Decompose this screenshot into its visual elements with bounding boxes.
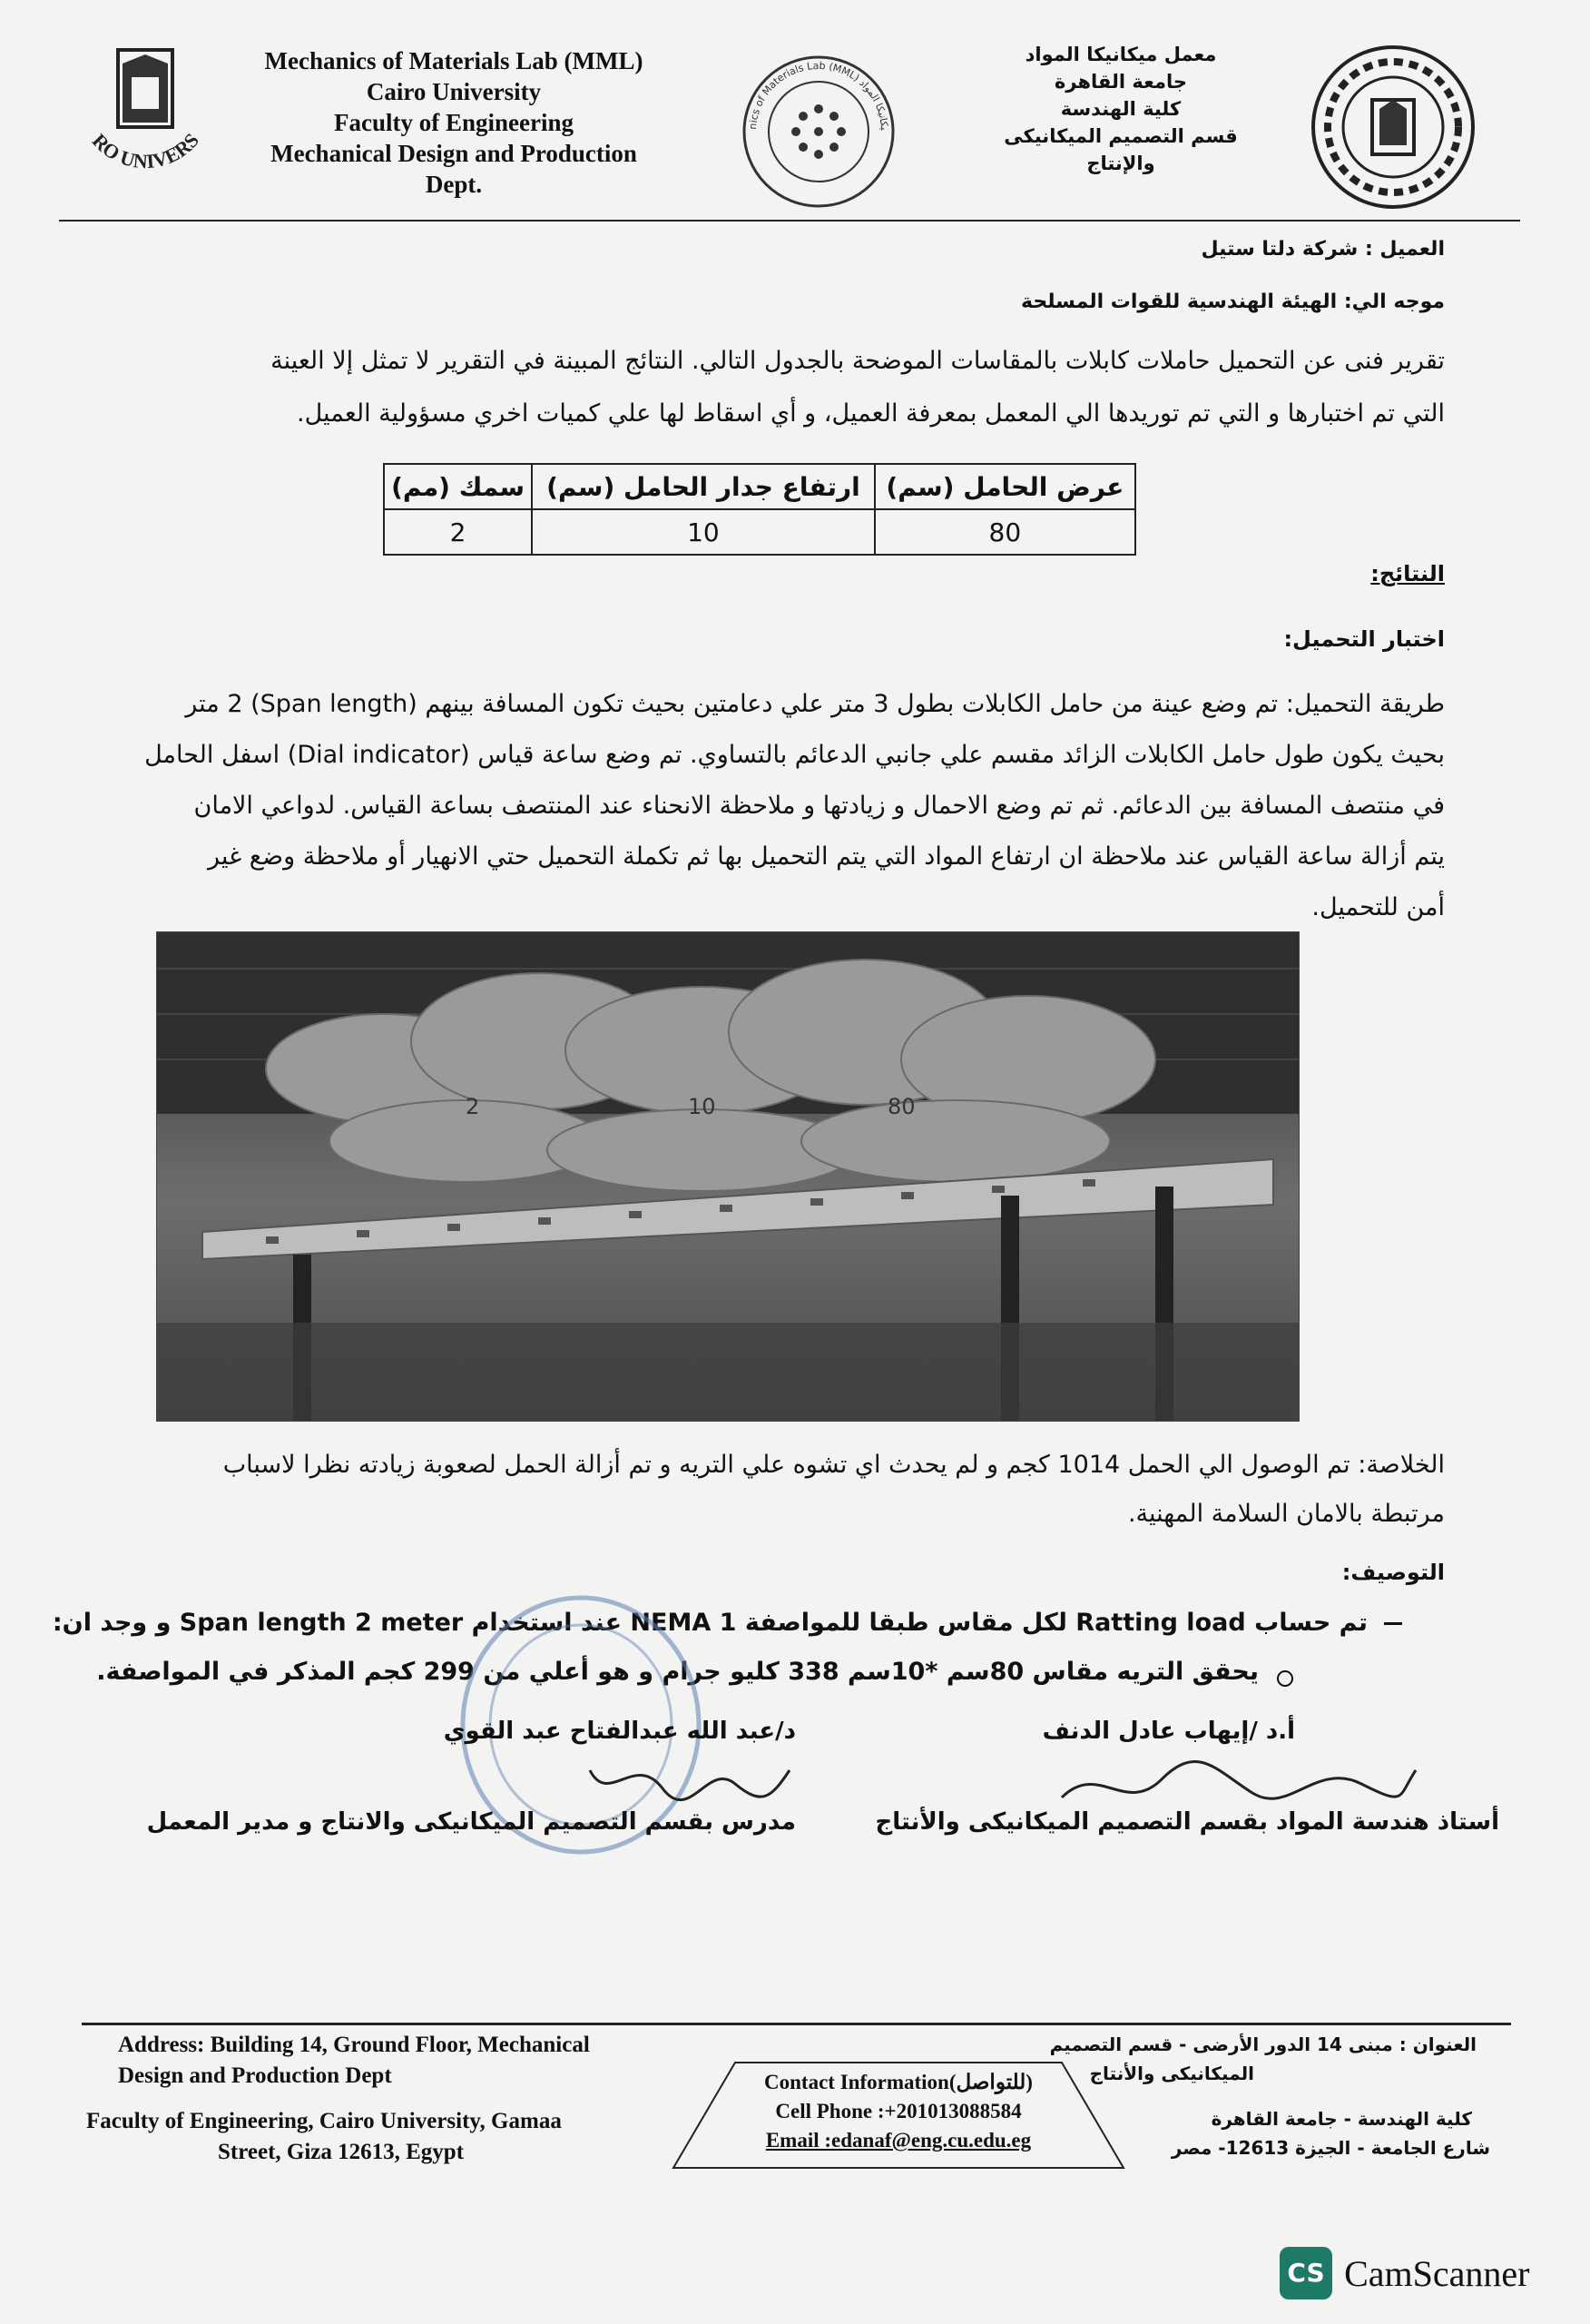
header-ar-line: كلية الهندسة bbox=[1060, 98, 1182, 120]
contact-email[interactable]: Email :edanaf@eng.cu.edu.eg bbox=[765, 2129, 1032, 2152]
photo-label: 10 bbox=[688, 1094, 716, 1119]
footer-address-line: Faculty of Engineering, Cairo University, Gamaa bbox=[86, 2109, 562, 2133]
table-header-cell: ارتفاع جدار الحامل (سم) bbox=[532, 464, 875, 509]
header-en-line: Mechanical Design and Production bbox=[270, 140, 637, 167]
footer-ar-line: شارع الجامعة - الجيزة 12613- مصر bbox=[1171, 2137, 1490, 2159]
header-ar-line: قسم التصميم الميكانيكى bbox=[1004, 125, 1238, 147]
signature-left bbox=[581, 1734, 799, 1816]
header-en-line: Mechanics of Materials Lab (MML) bbox=[264, 47, 643, 74]
table-cell: 2 bbox=[384, 509, 532, 555]
header-en-line: Cairo University bbox=[366, 78, 542, 105]
footer-address-line: Address: Building 14, Ground Floor, Mechanical bbox=[118, 2033, 590, 2057]
footer-ar-line: العنوان : مبنى 14 الدور الأرضى - قسم التصميم bbox=[1049, 2034, 1477, 2055]
signature-title-right: أستاذ هندسة المواد بقسم التصميم الميكانيكى والأنتاج bbox=[875, 1808, 1499, 1836]
header-ar-line: جامعة القاهرة bbox=[1054, 71, 1188, 93]
lab-seal bbox=[740, 53, 898, 212]
photo-label: 80 bbox=[888, 1094, 916, 1119]
addressed-to-line: موجه الي: الهيئة الهندسية للقوات المسلحة bbox=[1021, 290, 1445, 313]
intro-line: التي تم اختبارها و التي تم توريدها الي المعمل بمعرفة العميل، و أي اسقاط لها علي كميات اخري مسؤولية العميل. bbox=[297, 399, 1445, 428]
table-header-cell: سمك (مم) bbox=[384, 464, 532, 509]
recommendation-line: يحقق التريه مقاس 80سم *10سم 338 كليو جرام و هو أعلي من 299 كجم المذكر في المواصفة. bbox=[96, 1658, 1259, 1686]
header-en-line: Dept. bbox=[425, 171, 483, 198]
method-line: يتم أزالة ساعة القياس عند ملاحظة ان ارتفاع المواد التي يتم التحميل بها ثم تكملة التحميل حتي الانهيار أو ملاحظة وضع غير bbox=[208, 842, 1445, 871]
photo-label: 2 bbox=[466, 1094, 480, 1119]
table-header-row bbox=[384, 464, 1135, 509]
contact-title: Contact Information(للتواصل) bbox=[764, 2071, 1033, 2093]
table-header-cell: عرض الحامل (سم) bbox=[875, 464, 1135, 509]
svg-text:Mechanics of Materials Lab (MM: nics of Materials Lab (MML) يكانيكا المواد bbox=[746, 59, 890, 131]
contact-info-box bbox=[672, 2061, 1125, 2170]
faculty-of-engineering-logo bbox=[1307, 41, 1479, 213]
footer-ar-line: كلية الهندسة - جامعة القاهرة bbox=[1211, 2108, 1472, 2130]
client-line: العميل : شركة دلتا ستيل bbox=[1201, 238, 1445, 261]
load-test-photo bbox=[156, 931, 1300, 1422]
footer-divider bbox=[82, 2023, 1511, 2025]
dimensions-table bbox=[383, 463, 1136, 556]
header-arabic-block bbox=[980, 41, 1261, 177]
bullet-dash bbox=[1384, 1622, 1402, 1625]
method-line: بحيث يكون طول حامل الكابلات الزائد مقسم علي جانبي الدعائم بالتساوي. تم وضع ساعة قياس (Dial indicator) اسفل الحامل bbox=[144, 741, 1445, 769]
method-line: في منتصف المسافة بين الدعائم. ثم تم وضع الاحمال و زيادتها و ملاحظة الانحناء عند المنتصف بساعة القياس. لدواعي الامان bbox=[193, 792, 1445, 820]
conclusion-line: الخلاصة: تم الوصول الي الحمل 1014 كجم و لم يحدث اي تشوه علي التريه و تم أزالة الحمل لصعوبة زيادته نظرا لاسباب bbox=[222, 1451, 1445, 1479]
header-en-line: Faculty of Engineering bbox=[334, 109, 574, 136]
camscanner-watermark bbox=[1280, 2247, 1529, 2299]
header-english-block bbox=[245, 45, 662, 200]
header-ar-line: والإنتاج bbox=[1086, 153, 1155, 174]
signature-title-left: مدرس بقسم التصميم الميكانيكى والانتاج و مدير المعمل bbox=[146, 1808, 796, 1836]
footer-address-line: Design and Production Dept bbox=[118, 2063, 392, 2088]
contact-phone: Cell Phone :+201013088584 bbox=[775, 2100, 1022, 2122]
camscanner-name: CamScanner bbox=[1344, 2252, 1530, 2294]
conclusion-line: مرتبطة بالامان السلامة المهنية. bbox=[1127, 1500, 1445, 1528]
recommendation-heading: التوصيف: bbox=[1341, 1560, 1445, 1585]
bullet-circle bbox=[1277, 1670, 1293, 1687]
cairo-university-logo bbox=[73, 36, 218, 209]
recommendation-line: تم حساب Ratting load لكل مقاس طبقا للمواصفة NEMA 1 عند استخدام Span length 2 meter و وجد ان: bbox=[52, 1609, 1368, 1637]
footer-address-line: Street, Giza 12613, Egypt bbox=[218, 2140, 465, 2164]
signature-name-right: أ.د /إيهاب عادل الدنف bbox=[1042, 1718, 1295, 1745]
table-cell: 80 bbox=[875, 509, 1135, 555]
footer-ar-line: الميكانيكى والأنتاج bbox=[1089, 2063, 1254, 2084]
camscanner-badge: CS bbox=[1280, 2247, 1332, 2299]
table-row bbox=[384, 509, 1135, 555]
test-heading: اختبار التحميل: bbox=[1283, 626, 1445, 652]
results-heading: النتائج: bbox=[1370, 561, 1445, 586]
svg-text:CAIRO UNIVERSITY: RO UNIVERS bbox=[87, 128, 204, 173]
header-divider bbox=[59, 220, 1520, 222]
intro-line: تقرير فنى عن التحميل حاملات كابلات بالمقاسات الموضحة بالجدول التالي. النتائج المبينة في التقرير لا تمثل إلا العينة bbox=[270, 347, 1445, 375]
signature-name-left: د/عبد الله عبدالفتاح عبد القوي bbox=[443, 1718, 796, 1745]
method-line: أمن للتحميل. bbox=[1311, 893, 1445, 921]
method-line: طريقة التحميل: تم وضع عينة من حامل الكابلات بطول 3 متر علي دعامتين بحيث تكون المسافة بينهم (Span length) 2 متر bbox=[185, 690, 1445, 718]
table-cell: 10 bbox=[532, 509, 875, 555]
header-ar-line: معمل ميكانيكا المواد bbox=[1025, 44, 1217, 65]
